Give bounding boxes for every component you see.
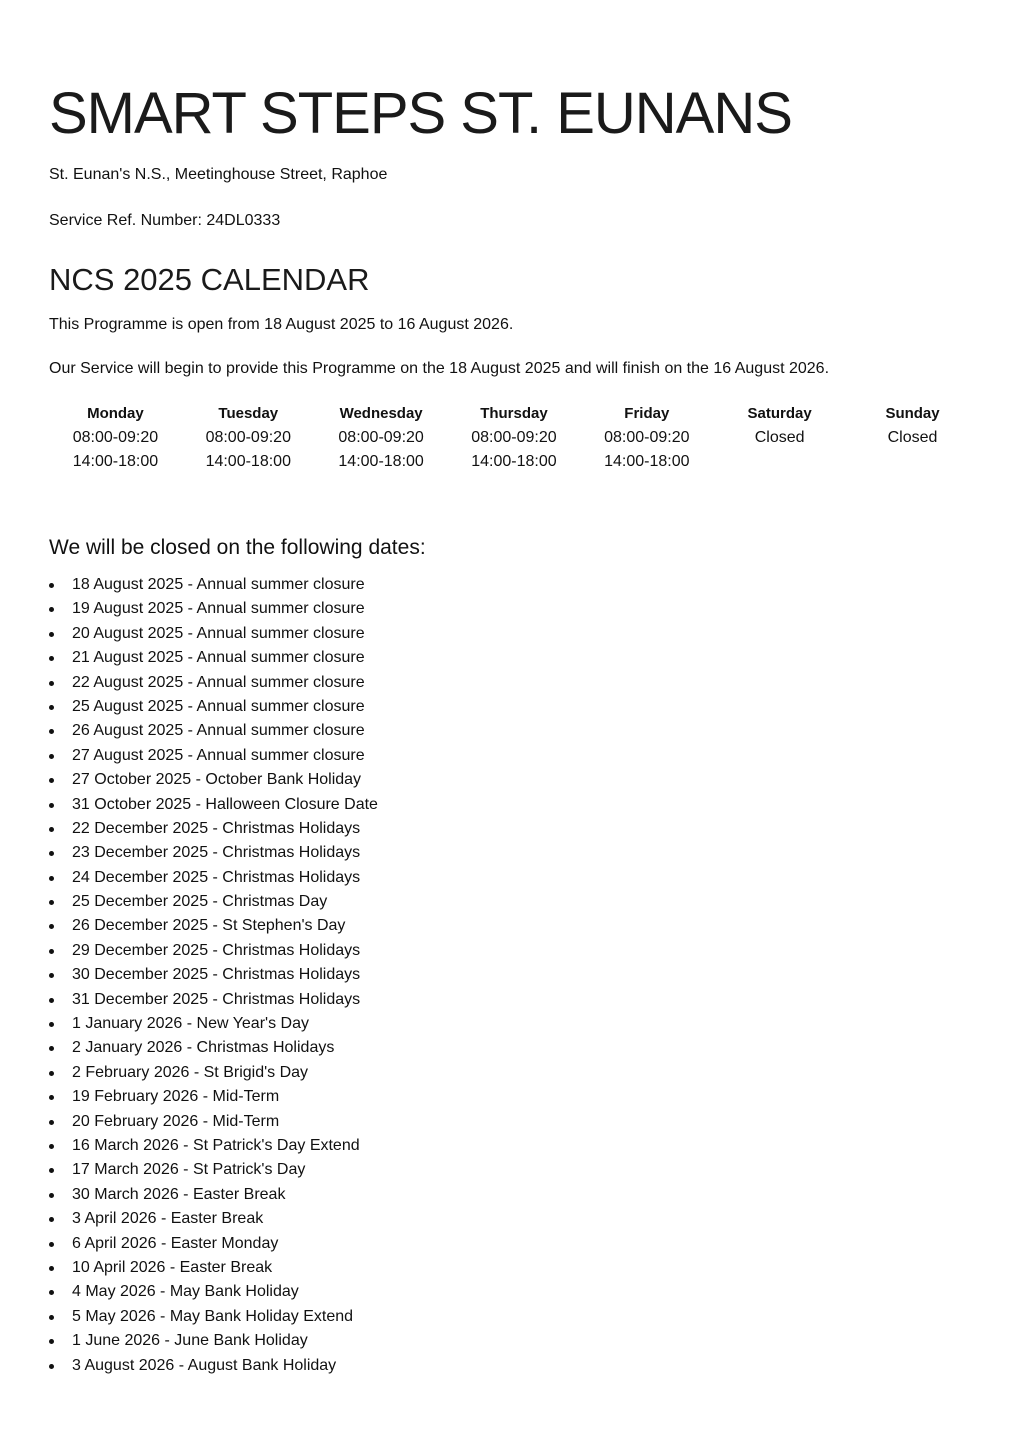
closure-date-text: 20 February 2026 - Mid-Term bbox=[72, 1112, 280, 1130]
service-ref-number: Service Ref. Number: 24DL0333 bbox=[49, 212, 281, 229]
bullet-icon bbox=[49, 632, 54, 637]
calendar-title: NCS 2025 CALENDAR bbox=[49, 262, 370, 297]
bullet-icon bbox=[49, 998, 54, 1003]
day-header-sunday: Sunday bbox=[885, 405, 940, 422]
closure-date-item bbox=[49, 646, 378, 670]
closure-date-item bbox=[49, 622, 378, 646]
closure-date-text: 25 December 2025 - Christmas Day bbox=[72, 893, 328, 911]
hours-cell bbox=[846, 450, 979, 474]
hours-cell: 08:00-09:20 bbox=[471, 429, 557, 446]
closure-date-item bbox=[49, 1354, 378, 1378]
closure-date-item bbox=[49, 988, 378, 1012]
closure-date-item bbox=[49, 1158, 378, 1182]
bullet-icon bbox=[49, 1193, 54, 1198]
closures-heading: We will be closed on the following dates: bbox=[49, 536, 426, 559]
closure-date-item bbox=[49, 1085, 378, 1109]
closure-dates-list bbox=[49, 573, 378, 1378]
hours-cell: 14:00-18:00 bbox=[72, 453, 159, 470]
closure-date-item bbox=[49, 1061, 378, 1085]
closure-date-text: 16 March 2026 - St Patrick's Day Extend bbox=[72, 1136, 360, 1154]
hours-cell: Closed bbox=[887, 429, 938, 446]
bullet-icon bbox=[49, 729, 54, 734]
closure-date-item bbox=[49, 1012, 378, 1036]
closure-date-text: 23 December 2025 - Christmas Holidays bbox=[72, 844, 361, 862]
closure-date-item bbox=[49, 744, 378, 768]
hours-cell: 14:00-18:00 bbox=[205, 453, 291, 470]
bullet-icon bbox=[49, 1046, 54, 1051]
closure-date-item bbox=[49, 914, 378, 938]
bullet-icon bbox=[49, 1290, 54, 1295]
closure-date-item bbox=[49, 695, 378, 719]
bullet-icon bbox=[49, 1364, 54, 1369]
closure-date-text: 20 August 2025 - Annual summer closure bbox=[72, 624, 365, 642]
bullet-icon bbox=[49, 1168, 54, 1173]
closure-date-item bbox=[49, 1207, 378, 1231]
closure-date-text: 1 June 2026 - June Bank Holiday bbox=[72, 1332, 308, 1350]
address: St. Eunan's N.S., Meetinghouse Street, Raphoe bbox=[49, 166, 388, 183]
closure-date-item bbox=[49, 817, 378, 841]
bullet-icon bbox=[49, 656, 54, 661]
closure-date-text: 5 May 2026 - May Bank Holiday Extend bbox=[72, 1307, 354, 1325]
closure-date-item bbox=[49, 1256, 378, 1280]
closure-date-text: 25 August 2025 - Annual summer closure bbox=[72, 697, 365, 715]
hours-cell: 14:00-18:00 bbox=[471, 453, 557, 470]
bullet-icon bbox=[49, 1266, 54, 1271]
day-header-wednesday: Wednesday bbox=[339, 405, 423, 422]
closure-date-text: 4 May 2026 - May Bank Holiday bbox=[72, 1283, 299, 1301]
bullet-icon bbox=[49, 1339, 54, 1344]
closure-date-item bbox=[49, 1183, 378, 1207]
closure-date-item bbox=[49, 768, 378, 792]
hours-cell: 08:00-09:20 bbox=[338, 429, 424, 446]
hours-row-morning bbox=[49, 426, 979, 450]
closure-date-item bbox=[49, 1232, 378, 1256]
closure-date-text: 22 August 2025 - Annual summer closure bbox=[72, 673, 365, 691]
closure-date-item bbox=[49, 1036, 378, 1060]
closure-date-item bbox=[49, 1305, 378, 1329]
bullet-icon bbox=[49, 705, 54, 710]
closure-date-text: 30 December 2025 - Christmas Holidays bbox=[72, 966, 361, 984]
closure-date-text: 27 August 2025 - Annual summer closure bbox=[72, 746, 365, 764]
closure-date-text: 26 August 2025 - Annual summer closure bbox=[72, 722, 365, 740]
programme-open-text: This Programme is open from 18 August 2025 to 16 August 2026. bbox=[49, 316, 514, 333]
closure-date-item bbox=[49, 671, 378, 695]
bullet-icon bbox=[49, 851, 54, 856]
hours-header-row bbox=[49, 402, 979, 426]
hours-row-afternoon bbox=[49, 450, 979, 474]
closure-date-item bbox=[49, 719, 378, 743]
day-header-thursday: Thursday bbox=[480, 405, 548, 422]
closure-date-text: 17 March 2026 - St Patrick's Day bbox=[72, 1161, 306, 1179]
closure-date-text: 19 February 2026 - Mid-Term bbox=[72, 1088, 280, 1106]
bullet-icon bbox=[49, 949, 54, 954]
closure-date-item bbox=[49, 890, 378, 914]
closure-date-text: 3 August 2026 - August Bank Holiday bbox=[72, 1356, 337, 1374]
bullet-icon bbox=[49, 1217, 54, 1222]
closure-date-item bbox=[49, 963, 378, 987]
day-header-monday: Monday bbox=[87, 405, 144, 422]
closure-date-text: 10 April 2026 - Easter Break bbox=[72, 1258, 273, 1276]
day-header-tuesday: Tuesday bbox=[218, 405, 279, 422]
bullet-icon bbox=[49, 1242, 54, 1247]
closure-date-text: 29 December 2025 - Christmas Holidays bbox=[72, 941, 361, 959]
bullet-icon bbox=[49, 583, 54, 588]
bullet-icon bbox=[49, 1120, 54, 1125]
closure-date-text: 27 October 2025 - October Bank Holiday bbox=[72, 771, 362, 789]
closure-date-item bbox=[49, 597, 378, 621]
bullet-icon bbox=[49, 778, 54, 783]
closure-date-item bbox=[49, 1280, 378, 1304]
bullet-icon bbox=[49, 803, 54, 808]
bullet-icon bbox=[49, 900, 54, 905]
closure-date-text: 26 December 2025 - St Stephen's Day bbox=[72, 917, 346, 935]
closure-date-item bbox=[49, 1110, 378, 1134]
hours-cell: Closed bbox=[754, 429, 805, 446]
closure-date-text: 3 April 2026 - Easter Break bbox=[72, 1210, 264, 1228]
bullet-icon bbox=[49, 973, 54, 978]
closure-date-text: 30 March 2026 - Easter Break bbox=[72, 1185, 286, 1203]
closure-date-text: 6 April 2026 - Easter Monday bbox=[72, 1234, 279, 1252]
bullet-icon bbox=[49, 876, 54, 881]
page-title: SMART STEPS ST. EUNANS bbox=[49, 81, 792, 146]
hours-cell: 08:00-09:20 bbox=[205, 429, 291, 446]
bullet-icon bbox=[49, 1144, 54, 1149]
day-header-saturday: Saturday bbox=[747, 405, 812, 422]
closure-date-text: 21 August 2025 - Annual summer closure bbox=[72, 649, 365, 667]
bullet-icon bbox=[49, 681, 54, 686]
closure-date-item bbox=[49, 1329, 378, 1353]
closure-date-text: 18 August 2025 - Annual summer closure bbox=[72, 576, 365, 593]
closure-date-text: 24 December 2025 - Christmas Holidays bbox=[72, 868, 361, 886]
bullet-icon bbox=[49, 924, 54, 929]
day-header-friday: Friday bbox=[624, 405, 670, 422]
bullet-icon bbox=[49, 1315, 54, 1320]
bullet-icon bbox=[49, 1071, 54, 1076]
closure-date-item bbox=[49, 573, 378, 597]
opening-hours-table bbox=[49, 402, 979, 474]
bullet-icon bbox=[49, 1022, 54, 1027]
hours-cell: 08:00-09:20 bbox=[604, 429, 690, 446]
closure-date-text: 22 December 2025 - Christmas Holidays bbox=[72, 819, 361, 837]
closure-date-item bbox=[49, 1134, 378, 1158]
bullet-icon bbox=[49, 1095, 54, 1100]
closure-date-text: 2 January 2026 - Christmas Holidays bbox=[72, 1039, 335, 1057]
hours-cell: 14:00-18:00 bbox=[338, 453, 424, 470]
bullet-icon bbox=[49, 754, 54, 759]
bullet-icon bbox=[49, 607, 54, 612]
hours-cell: 08:00-09:20 bbox=[72, 429, 159, 446]
closure-date-text: 2 February 2026 - St Brigid's Day bbox=[72, 1063, 309, 1081]
hours-cell: 14:00-18:00 bbox=[604, 453, 690, 470]
closure-date-text: 31 December 2025 - Christmas Holidays bbox=[72, 990, 361, 1008]
closure-date-text: 31 October 2025 - Halloween Closure Date bbox=[72, 795, 378, 813]
closure-date-item bbox=[49, 939, 378, 963]
hours-cell bbox=[713, 450, 846, 474]
closure-date-text: 19 August 2025 - Annual summer closure bbox=[72, 600, 365, 618]
bullet-icon bbox=[49, 827, 54, 832]
closure-date-item bbox=[49, 866, 378, 890]
closure-date-item bbox=[49, 793, 378, 817]
service-period-text: Our Service will begin to provide this Programme on the 18 August 2025 and will finish on the 16 August 2026. bbox=[49, 360, 830, 377]
closure-date-item bbox=[49, 841, 378, 865]
closure-date-text: 1 January 2026 - New Year's Day bbox=[72, 1015, 309, 1033]
